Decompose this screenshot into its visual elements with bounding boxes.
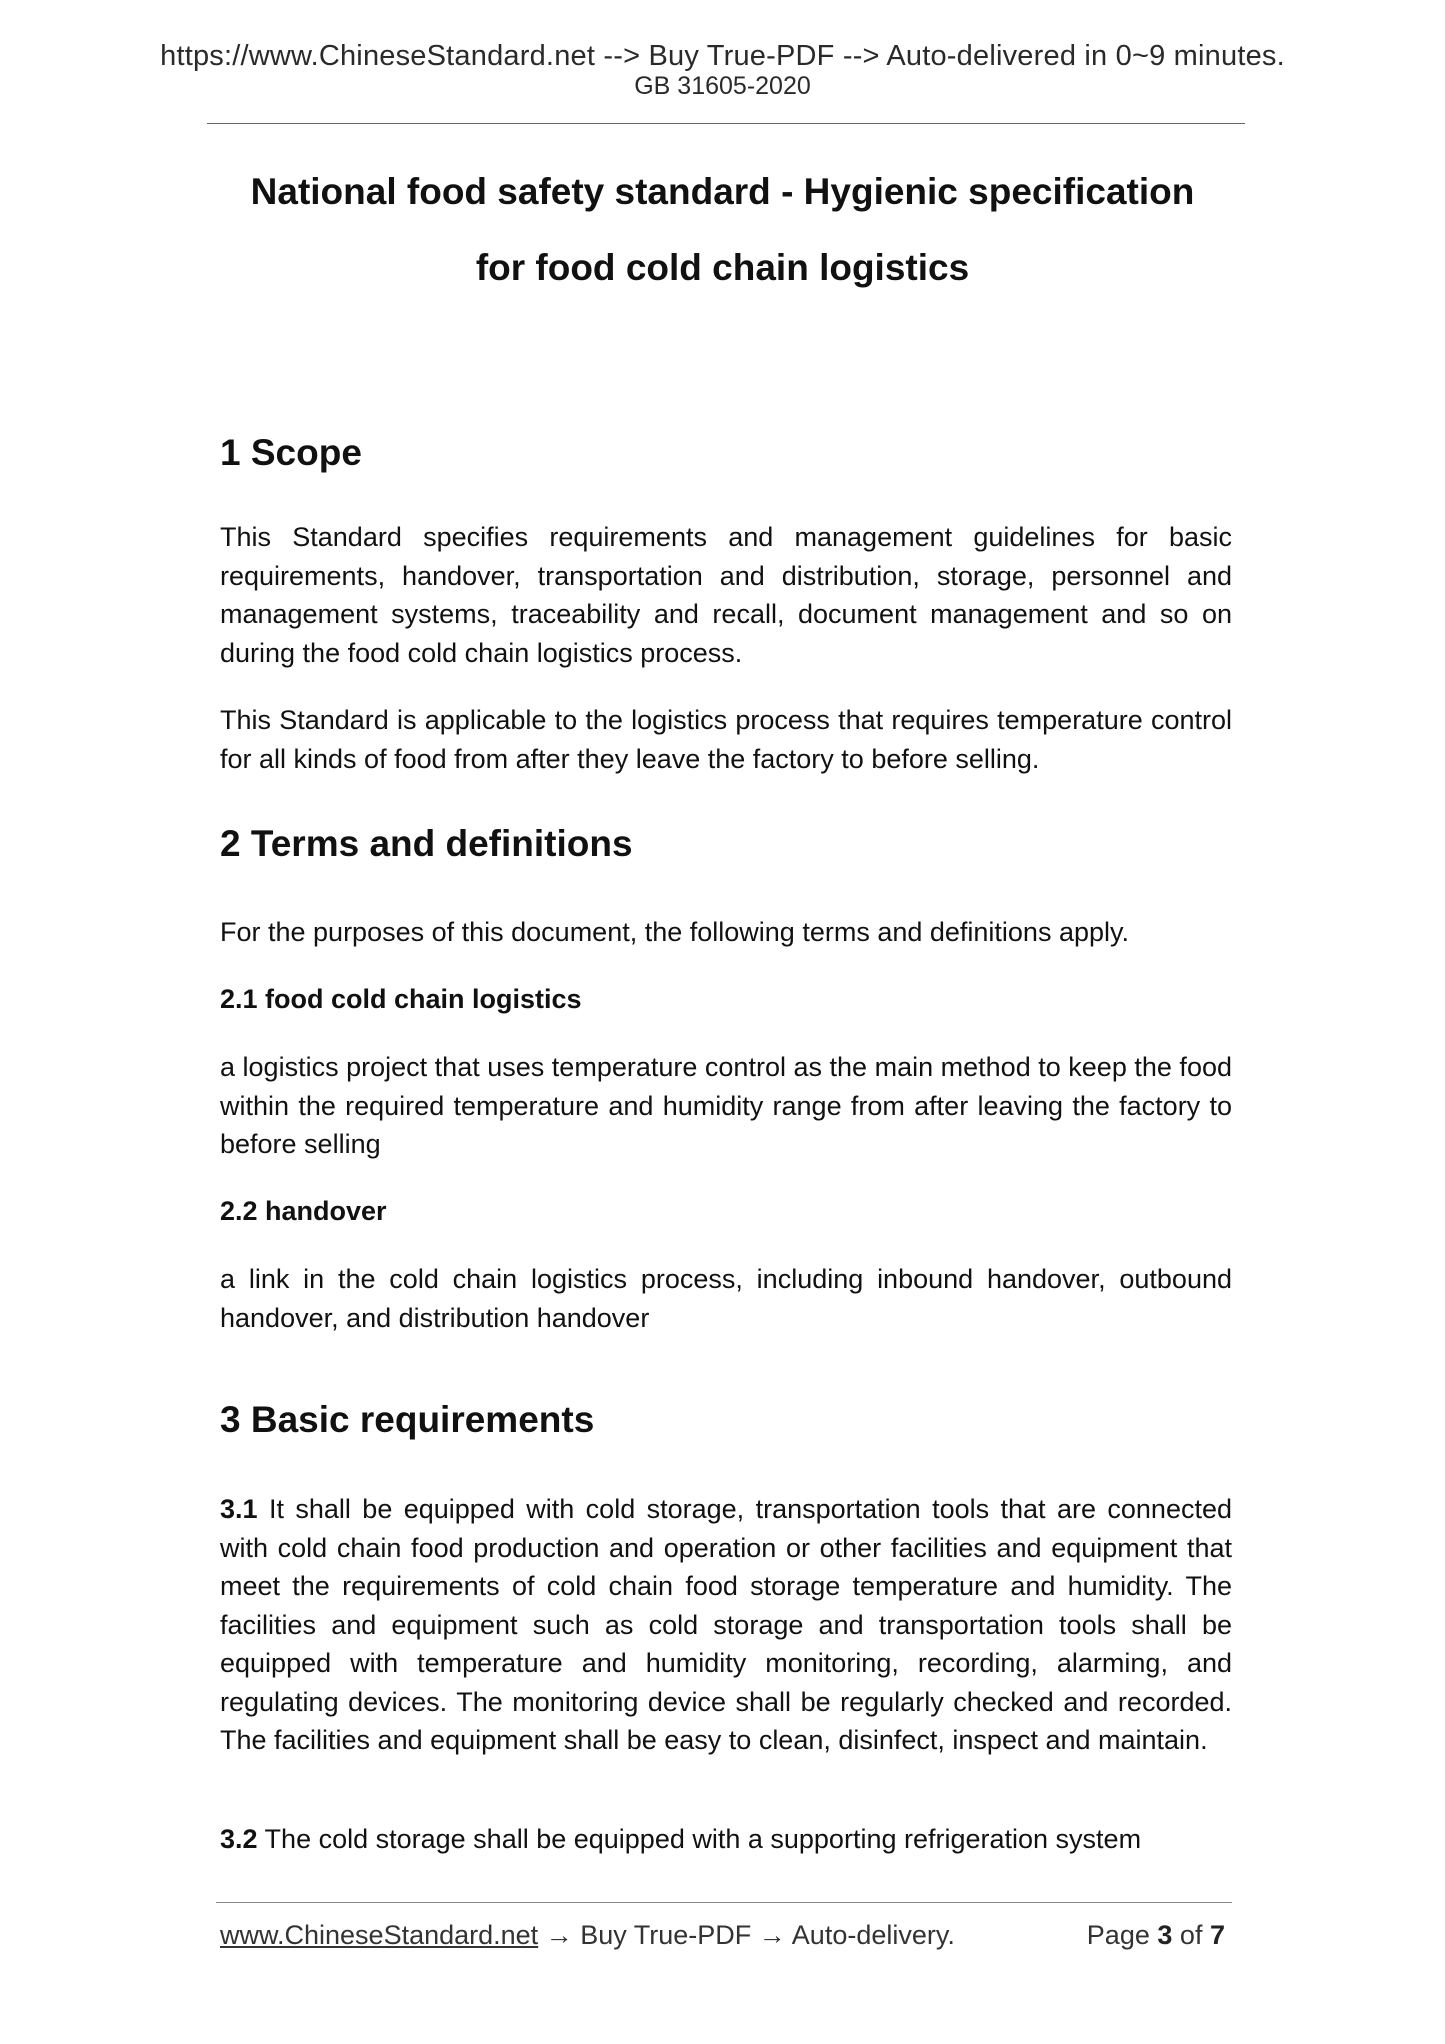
header-url-line: https://www.ChineseStandard.net --> Buy True-PDF --> Auto-delivered in 0~9 minutes. <box>160 40 1285 72</box>
footer-divider <box>216 1902 1232 1903</box>
document-title-line-1: National food safety standard - Hygienic specification <box>250 171 1195 212</box>
page-number: 3 <box>1157 1920 1173 1950</box>
website-link[interactable]: www.ChineseStandard.net <box>220 1920 539 1950</box>
term-heading-food-cold-chain-logistics: 2.1 food cold chain logistics <box>220 984 582 1014</box>
clause-text: It shall be equipped with cold storage, transportation tools that are connected with cold chain food production and operation or other facilities and equipment that meet the requirements of cold chain food storage temperature and humidity. The facilities and equipment such as cold storage and transportation tools shall be equipped with temperature and humidity monitoring, recording, alarming, and regulating devices. The monitoring device shall be regularly checked and recorded. The facilities and equipment shall be easy to clean, disinfect, inspect and maintain. <box>220 1494 1232 1755</box>
section-heading-terms: 2 Terms and definitions <box>220 823 633 864</box>
document-title-line-2: for food cold chain logistics <box>475 247 970 288</box>
scope-paragraph-1: This Standard specifies requirements and management guidelines for basic requirements, handover, transportation and distribution, storage, personnel and management systems, traceability and recall, document management and so on during the food cold chain logistics process. <box>220 522 1232 668</box>
terms-intro: For the purposes of this document, the following terms and definitions apply. <box>220 917 1129 947</box>
term-definition-handover: a link in the cold chain logistics process, including inbound handover, outbound handover, and distribution handover <box>220 1264 1232 1333</box>
arrow-right-icon: → <box>758 1920 786 1950</box>
clause-3-2 <box>220 1820 1232 1859</box>
header-divider <box>207 123 1245 124</box>
clause-number: 3.1 <box>220 1494 258 1524</box>
footer-left <box>220 1920 955 1951</box>
clause-text: The cold storage shall be equipped with a supporting refrigeration system <box>257 1824 1142 1854</box>
footer-buy-text: Buy True-PDF <box>580 1920 752 1950</box>
term-definition-food-cold-chain-logistics: a logistics project that uses temperature control as the main method to keep the food within the required temperature and humidity range from after leaving the factory to before selling <box>220 1052 1232 1159</box>
scope-paragraph-2: This Standard is applicable to the logistics process that requires temperature control for all kinds of food from after they leave the factory to before selling. <box>220 705 1232 774</box>
section-heading-scope: 1 Scope <box>220 432 362 473</box>
page-total: 7 <box>1209 1920 1225 1950</box>
clause-number: 3.2 <box>220 1824 258 1854</box>
page-indicator <box>1087 1920 1225 1951</box>
standard-code: GB 31605-2020 <box>634 72 811 100</box>
page-label: Page <box>1086 1920 1150 1950</box>
of-label: of <box>1179 1920 1203 1950</box>
arrow-right-icon: → <box>545 1920 573 1950</box>
footer-auto-delivery-text: Auto-delivery. <box>791 1920 955 1950</box>
term-heading-handover: 2.2 handover <box>220 1196 387 1226</box>
clause-3-1 <box>220 1490 1232 1760</box>
section-heading-basic-requirements: 3 Basic requirements <box>220 1399 595 1440</box>
